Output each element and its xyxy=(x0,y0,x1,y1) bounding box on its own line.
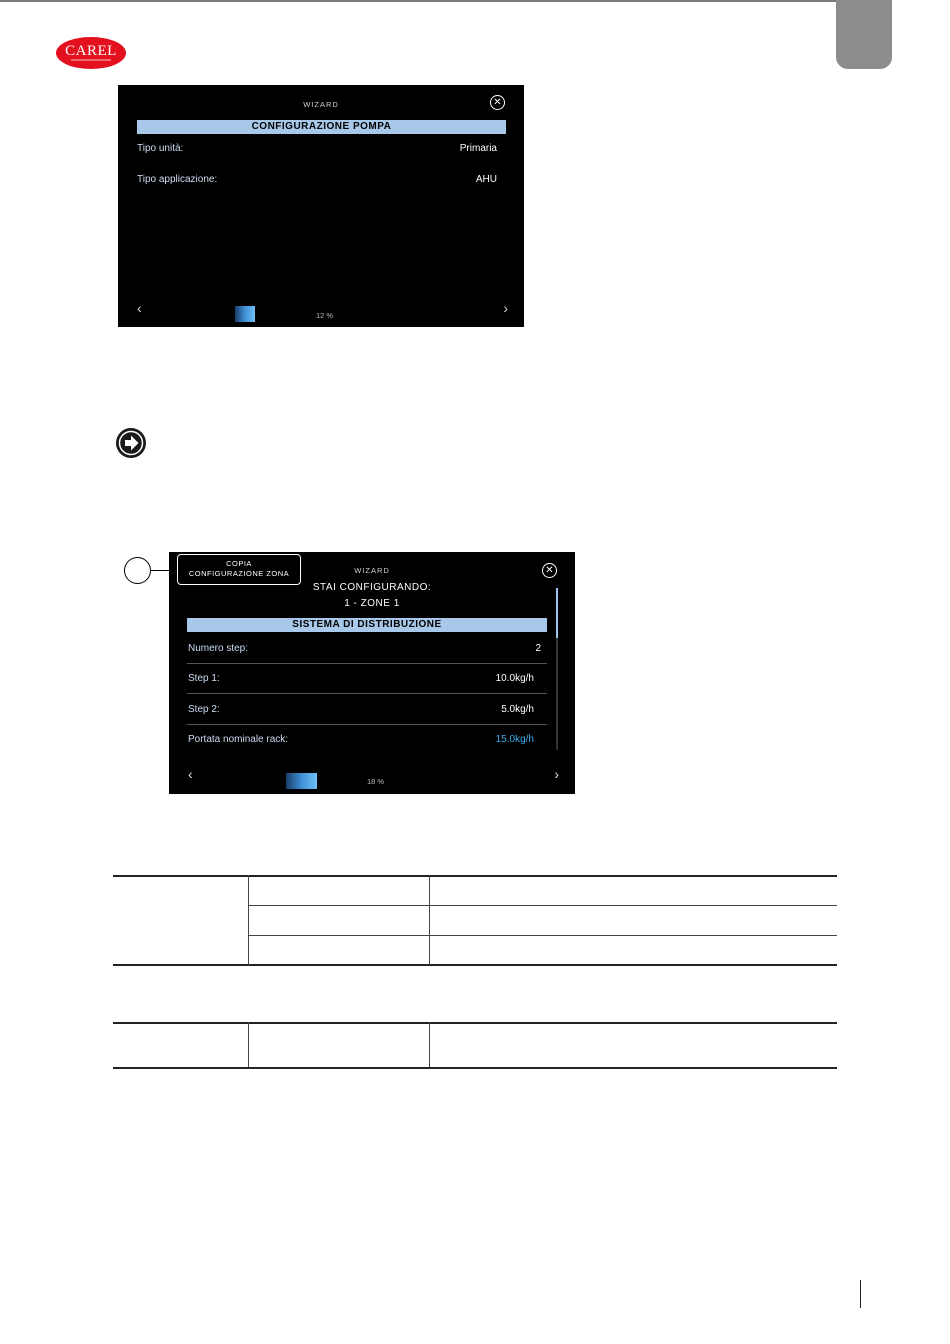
chevron-right-icon[interactable]: › xyxy=(503,300,508,316)
wizard-screen-distribution xyxy=(169,552,575,794)
row-value-step-2[interactable]: 5.0kg/h xyxy=(501,704,534,715)
table-column-rule xyxy=(429,875,430,965)
progress-percent: 12 % xyxy=(316,311,334,320)
row-divider xyxy=(187,693,547,694)
progress-bar xyxy=(286,773,317,789)
progress-percent: 18 % xyxy=(367,777,385,786)
row-label-rack-flow: Portata nominale rack: xyxy=(188,734,289,745)
row-value-application-type[interactable]: AHU xyxy=(475,174,497,185)
row-value-unit-type[interactable]: Primaria xyxy=(459,143,497,154)
table-bottom-rule xyxy=(113,1067,837,1069)
callout-leader-line xyxy=(150,570,177,571)
table-column-rule xyxy=(248,875,249,965)
copy-zone-config-button[interactable] xyxy=(177,554,301,585)
table-row-rule xyxy=(248,935,837,936)
chevron-right-icon[interactable]: › xyxy=(554,766,559,782)
table-rule xyxy=(113,964,837,966)
arrow-right-circle-icon xyxy=(115,427,147,459)
close-icon[interactable]: ✕ xyxy=(542,563,557,578)
row-divider xyxy=(187,663,547,664)
section-title: SISTEMA DI DISTRIBUZIONE xyxy=(187,618,547,632)
row-value-rack-flow[interactable]: 15.0kg/h xyxy=(495,734,534,745)
progress-bar xyxy=(235,306,255,322)
row-value-step-count[interactable]: 2 xyxy=(535,643,541,654)
chevron-left-icon[interactable]: ‹ xyxy=(188,766,193,782)
scrollbar-thumb[interactable] xyxy=(556,588,558,638)
close-icon[interactable]: ✕ xyxy=(490,95,505,110)
table-rule xyxy=(113,1022,837,1024)
row-label-step-count: Numero step: xyxy=(188,643,249,654)
zone-label: 1 - ZONE 1 xyxy=(344,598,400,609)
table-column-rule xyxy=(248,1022,249,1067)
footer-rule xyxy=(860,1280,861,1308)
header-rule xyxy=(0,0,836,2)
section-title: CONFIGURAZIONE POMPA xyxy=(137,120,506,134)
chapter-tab xyxy=(836,0,892,69)
row-label-unit-type: Tipo unità: xyxy=(137,143,184,154)
copy-button-line1: COPIA xyxy=(226,559,252,568)
row-value-step-1[interactable]: 10.0kg/h xyxy=(495,673,534,684)
row-label-step-1: Step 1: xyxy=(188,673,220,684)
carel-logo xyxy=(55,36,127,70)
table-column-rule xyxy=(429,1022,430,1067)
wizard-label: WIZARD xyxy=(354,566,390,575)
row-label-application-type: Tipo applicazione: xyxy=(137,174,218,185)
wizard-label: WIZARD xyxy=(303,100,339,109)
callout-marker xyxy=(124,557,151,584)
logo-text: CAREL xyxy=(65,43,117,59)
chevron-left-icon[interactable]: ‹ xyxy=(137,300,142,316)
copy-button-line2: CONFIGURAZIONE ZONA xyxy=(188,569,290,578)
table-top-rule xyxy=(113,875,837,877)
configuring-label: STAI CONFIGURANDO: xyxy=(312,582,432,593)
row-label-step-2: Step 2: xyxy=(188,704,220,715)
table-row-rule xyxy=(248,905,837,906)
wizard-screen-pump xyxy=(118,85,524,327)
row-divider xyxy=(187,724,547,725)
